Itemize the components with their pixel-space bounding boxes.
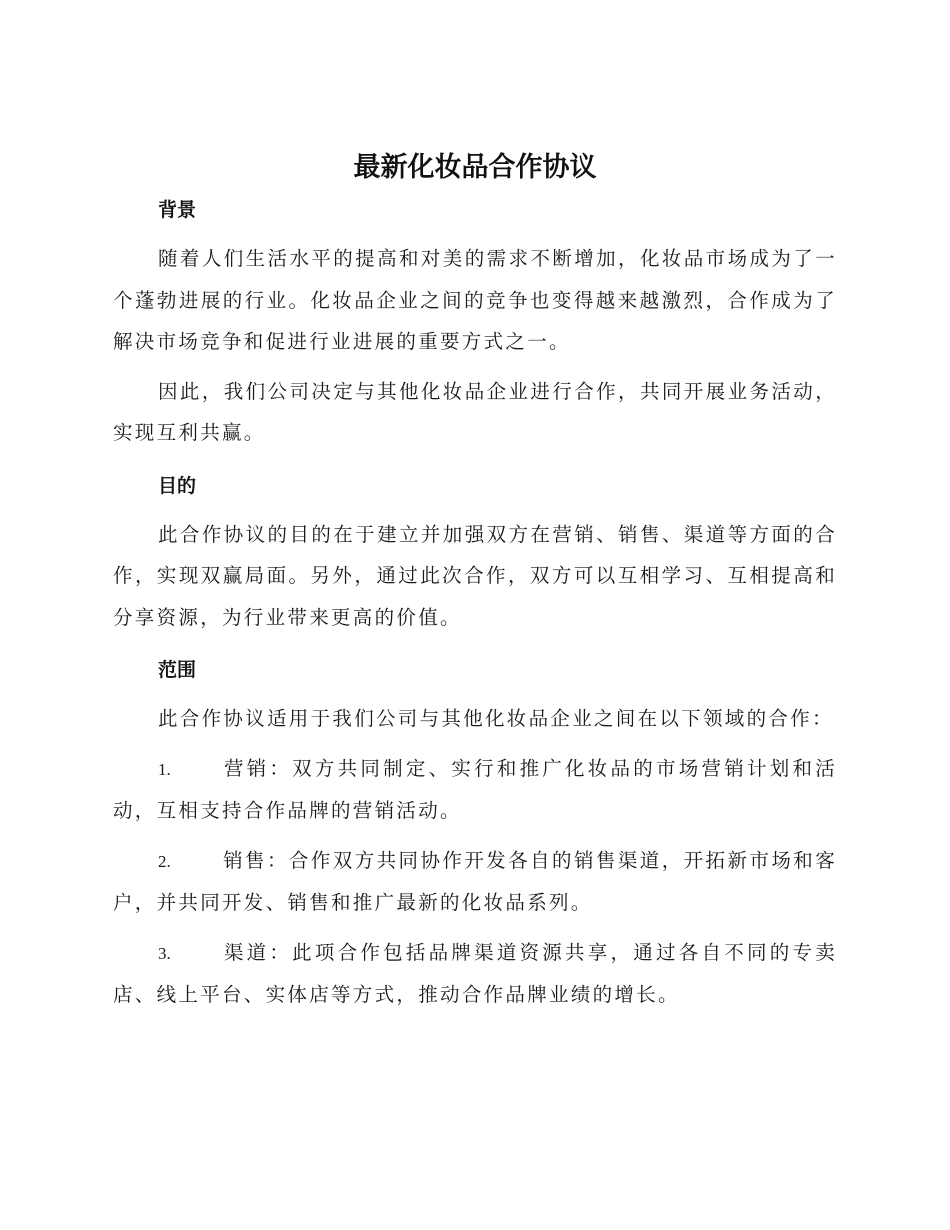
list-text: 渠道：此项合作包括品牌渠道资源共享，通过各自不同的专卖店、线上平台、实体店等方式，推动合作品牌业绩的增长。	[113, 940, 837, 1006]
list-number: 1.	[158, 759, 171, 779]
list-number: 2.	[158, 851, 171, 871]
document-title: 最新化妆品合作协议	[353, 152, 597, 183]
list-text: 营销：双方共同制定、实行和推广化妆品的市场营销计划和活动，互相支持合作品牌的营销活动。	[113, 756, 837, 822]
section-scope	[113, 650, 837, 1016]
paragraph: 此合作协议适用于我们公司与其他化妆品企业之间在以下领域的合作：	[158, 707, 834, 730]
paragraph: 随着人们生活水平的提高和对美的需求不断增加，化妆品市场成为了一个蓬勃进展的行业。化妆品企业之间的竞争也变得越来越激烈，合作成为了解决市场竞争和促进行业进展的重要方式之一。	[113, 247, 837, 353]
list-item	[113, 932, 837, 1016]
section-heading-scope: 范围	[158, 659, 197, 681]
section-background	[113, 190, 837, 454]
list-item	[113, 840, 837, 924]
paragraph: 此合作协议的目的在于建立并加强双方在营销、销售、渠道等方面的合作，实现双赢局面。另外，通过此次合作，双方可以互相学习、互相提高和分享资源，为行业带来更高的价值。	[113, 522, 837, 629]
list-number: 3.	[158, 943, 171, 963]
paragraph: 因此，我们公司决定与其他化妆品企业进行合作，共同开展业务活动，实现互利共赢。	[113, 379, 837, 444]
list-item	[113, 748, 837, 832]
section-purpose	[113, 466, 837, 639]
document-body	[113, 190, 837, 1016]
section-heading-purpose: 目的	[158, 474, 197, 497]
list-text: 销售：合作双方共同协作开发各自的销售渠道，开拓新市场和客户，并共同开发、销售和推广最新的化妆品系列。	[113, 848, 837, 914]
section-heading-background: 背景	[158, 199, 197, 221]
